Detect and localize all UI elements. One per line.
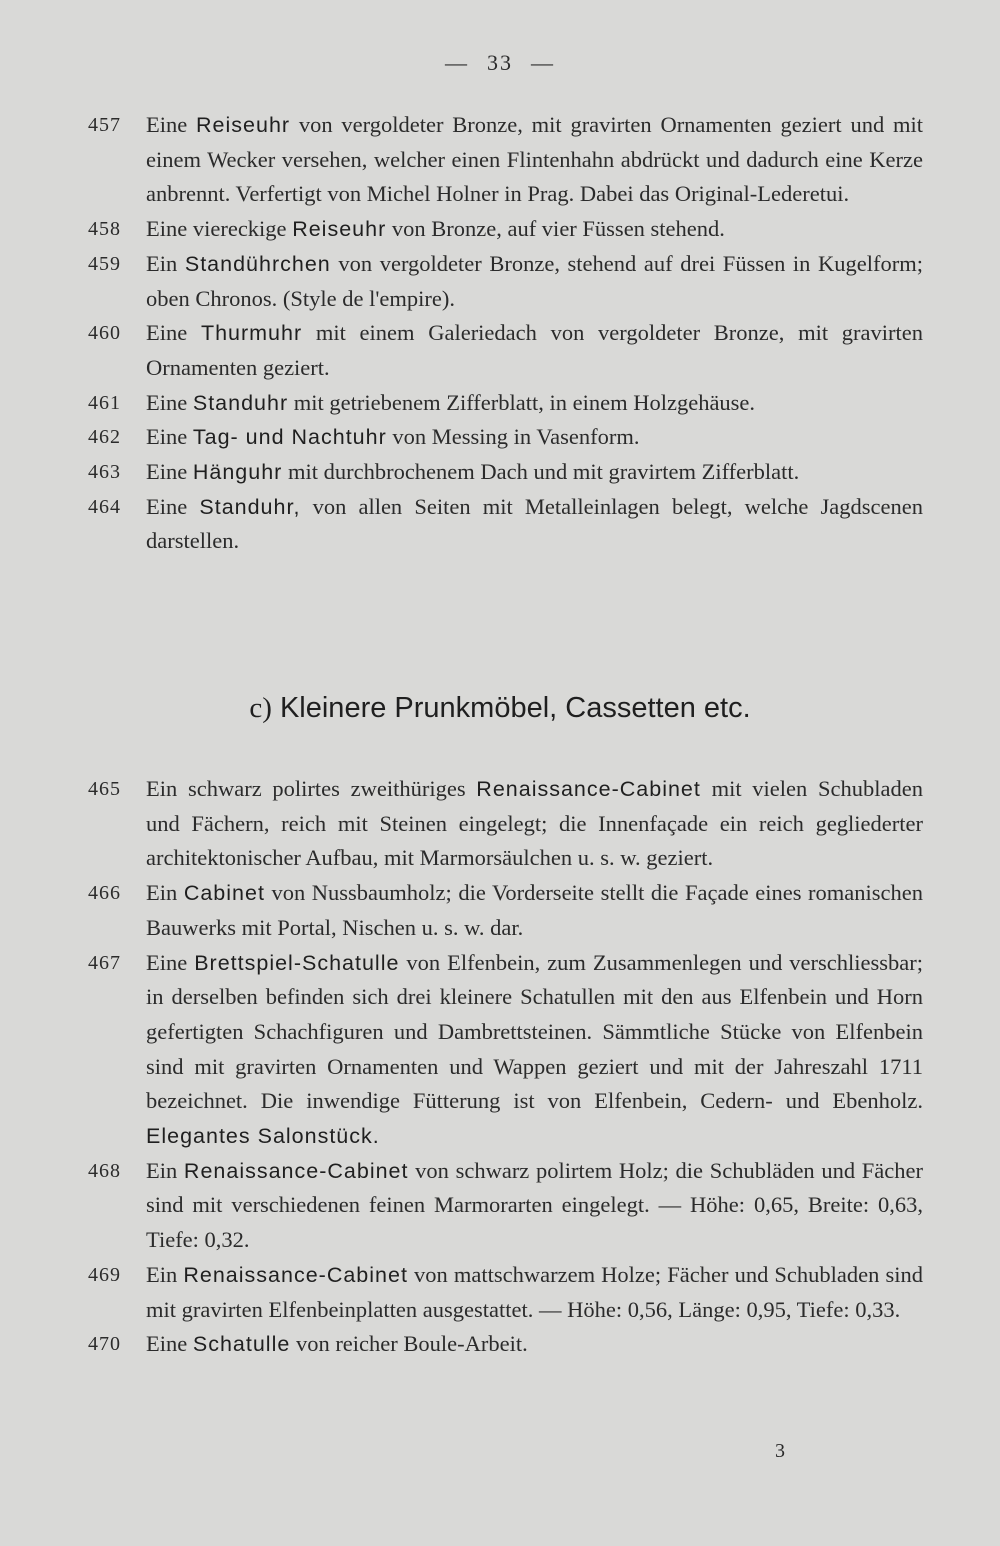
entry-description: [146, 876, 923, 945]
entry-number: 466: [88, 882, 121, 905]
entry-description: [146, 772, 923, 876]
entry-item-name: Brettspiel-Schatulle: [194, 950, 400, 975]
entry-item-name: Renaissance-Cabinet: [183, 1262, 408, 1287]
entry-text: Eine: [146, 424, 193, 450]
entry-text: von Bronze, auf vier Füssen stehend.: [386, 216, 725, 242]
entry-text: von mattschwarzem Holze; Fächer und Schubladen sind mit gravirten Elfenbeinplatten ausgestattet. — Höhe: 0,56, Länge: 0,95, Tiefe: 0,33.: [146, 1261, 924, 1322]
entry-description: [146, 946, 923, 1154]
entry-item-name: Hänguhr: [192, 460, 283, 485]
right-dash: —: [531, 50, 555, 75]
entry-item-name: Elegantes Salonstück.: [146, 1124, 380, 1149]
entry-text: Eine: [146, 1331, 193, 1357]
entry-text: Eine: [146, 493, 200, 519]
entry-text: von vergoldeter Bronze, stehend auf drei Füssen in Kugelform; oben Chronos. (Style de l'empire).: [146, 250, 923, 311]
entry-item-name: Standuhr: [192, 390, 289, 415]
entry-number: 462: [88, 426, 121, 449]
entry-description: [146, 247, 923, 316]
entry-text: Eine: [146, 949, 195, 975]
section-heading: [0, 692, 1000, 725]
section-title: Kleinere Prunkmöbel, Cassetten etc.: [279, 692, 751, 724]
entry-description: [146, 316, 923, 385]
entry-description: [146, 1154, 923, 1258]
entry-number: 464: [88, 495, 121, 518]
entry-number: 465: [88, 778, 121, 800]
entry-description: [146, 1327, 923, 1362]
entry-number: 467: [88, 951, 121, 974]
entry-text: Eine: [146, 320, 201, 346]
entry-number: 459: [88, 252, 121, 275]
entry-text: von Nussbaumholz; die Vorderseite stellt die Façade eines romanischen Bauwerks mit Portal, Nischen u. s. w. dar.: [146, 880, 923, 940]
entry-number: 463: [88, 461, 121, 484]
section-letter: c): [249, 692, 272, 724]
catalog-entry: [88, 876, 923, 945]
entry-text: Ein: [146, 1157, 184, 1183]
entry-text: von Messing in Vasenform.: [386, 424, 640, 450]
entry-description: [146, 386, 923, 421]
entry-description: [146, 1258, 923, 1327]
entry-number: 468: [88, 1159, 121, 1182]
left-dash: —: [445, 50, 469, 75]
page-number-text: 33: [487, 50, 513, 75]
catalog-entry: [88, 946, 923, 1154]
catalog-entry: [88, 1327, 923, 1362]
entry-text: Ein: [146, 250, 185, 276]
entry-item-name: Reiseuhr: [196, 113, 291, 137]
entry-item-name: Standührchen: [184, 251, 331, 276]
entry-text: mit vielen Schubladen und Fächern, reich mit Steinen eingelegt; die Innenfaçade ein reich gegliederter architektonischer Aufbau, mit Marmorsäulchen u. s. w. geziert.: [146, 776, 923, 871]
entry-number: 460: [88, 322, 121, 345]
entry-text: von Elfenbein, zum Zusammenlegen und verschliessbar; in derselben befinden sich drei kleinere Schatullen mit den aus Elfenbein und Horn gefertigten Schachfiguren und Dambrettsteinen. Sämmtliche Stücke von Elfenbein sind mit gravirten Ornamenten und Wappen geziert und mit der Jahreszahl 1711 bezeichnet. Die inwendige Fütterung ist von Elfenbein, Cedern- und Ebenholz.: [146, 949, 923, 1114]
entry-item-name: Standuhr,: [199, 494, 301, 519]
entry-item-name: Thurmuhr: [200, 321, 303, 346]
entry-description: [146, 490, 923, 559]
entry-text: mit einem Galeriedach von vergoldeter Bronze, mit gravirten Ornamenten geziert.: [146, 320, 923, 380]
entry-number: 458: [88, 218, 121, 241]
catalog-entry: [88, 316, 923, 385]
entry-description: [146, 420, 923, 455]
entry-text: von schwarz polirtem Holz; die Schubläden und Fächer sind mit verschiedenen feinen Marmorarten eingelegt. — Höhe: 0,65, Breite: 0,63, Tiefe: 0,32.: [146, 1157, 923, 1253]
entry-number: 457: [88, 114, 121, 136]
catalog-entry: [88, 212, 923, 247]
catalog-entry: [88, 1258, 923, 1327]
entry-description: [146, 108, 923, 212]
entry-item-name: Reiseuhr: [292, 217, 387, 242]
entry-text: Eine viereckige: [146, 216, 293, 242]
entry-text: Eine: [146, 112, 197, 137]
entry-number: 461: [88, 391, 121, 414]
catalog-entry: [88, 1154, 923, 1258]
entry-text: von vergoldeter Bronze, mit gravirten Ornamenten geziert und mit einem Wecker versehen, welcher einen Flintenhahn abdrückt und dadurch eine Kerze anbrennt. Verfertigt von Michel Holner in Prag. Dabei das Original-Lederetui.: [146, 112, 923, 207]
entry-item-name: Renaissance-Cabinet: [476, 777, 701, 801]
entry-number: 469: [88, 1263, 121, 1286]
entry-item-name: Schatulle: [192, 1332, 291, 1357]
entry-item-name: Renaissance-Cabinet: [183, 1158, 409, 1183]
entry-text: Eine: [146, 459, 193, 485]
catalog-entry: [88, 420, 923, 455]
entries-top: [88, 108, 923, 559]
catalog-entry: [88, 247, 923, 316]
page-number: [0, 50, 1000, 76]
entry-number: 470: [88, 1333, 121, 1356]
entry-text: Ein: [146, 1261, 184, 1287]
entries-bottom: [88, 772, 923, 1362]
entry-text: mit getriebenem Zifferblatt, in einem Holzgehäuse.: [288, 389, 756, 415]
entry-text: Ein schwarz polirtes zweithüriges: [146, 776, 477, 801]
catalog-entry: [88, 386, 923, 421]
entry-text: von reicher Boule-Arbeit.: [290, 1331, 528, 1357]
entry-text: von allen Seiten mit Metalleinlagen belegt, welche Jagdscenen darstellen.: [146, 493, 923, 554]
catalog-entry: [88, 490, 923, 559]
catalog-entry: [88, 455, 923, 490]
entry-description: [146, 212, 923, 247]
signature-mark: 3: [775, 1440, 785, 1462]
entry-item-name: Cabinet: [183, 881, 265, 906]
entry-item-name: Tag- und Nachtuhr: [192, 425, 387, 450]
entry-text: Eine: [146, 389, 193, 415]
entry-text: Ein: [146, 880, 184, 906]
catalog-entry: [88, 772, 923, 876]
entry-description: [146, 455, 923, 490]
catalog-entry: [88, 108, 923, 212]
entry-text: mit durchbrochenem Dach und mit gravirtem Zifferblatt.: [282, 459, 800, 485]
